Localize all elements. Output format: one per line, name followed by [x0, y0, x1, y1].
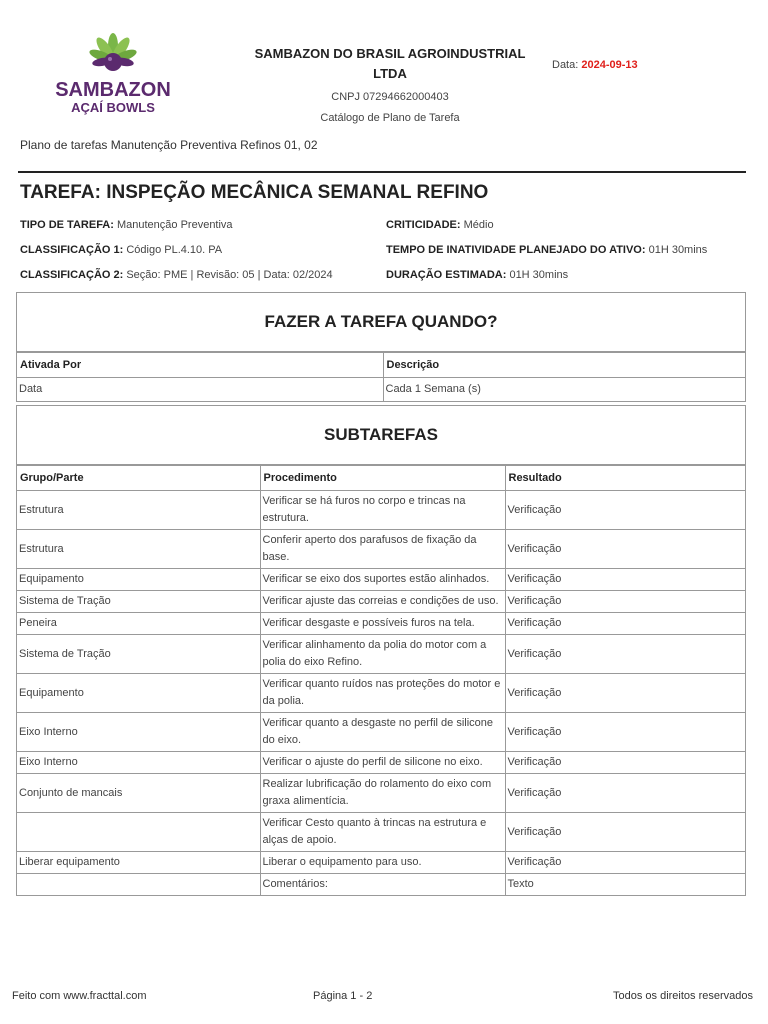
cell-procedure: Verificar desgaste e possíveis furos na tela. [260, 613, 505, 635]
cell-result: Verificação [505, 674, 745, 713]
cell-result: Verificação [505, 491, 745, 530]
company-cnpj: CNPJ 07294662000403 [331, 91, 449, 103]
planned-downtime: TEMPO DE INATIVIDADE PLANEJADO DO ATIVO: 01H 30mins [386, 244, 708, 256]
estimated-duration: DURAÇÃO ESTIMADA: 01H 30mins [386, 269, 569, 281]
table-row [17, 852, 745, 874]
cell-group: Eixo Interno [17, 752, 260, 774]
table-row [17, 613, 745, 635]
divider [18, 171, 746, 173]
cell-group: Estrutura [17, 530, 260, 569]
page-number: Página 1 - 2 [313, 990, 373, 1002]
cell-procedure: Verificar Cesto quanto à trincas na estrutura e alças de apoio. [260, 813, 505, 852]
classification-2: CLASSIFICAÇÃO 2: Seção: PME | Revisão: 05 | Data: 02/2024 [20, 269, 333, 281]
cell-result: Verificação [505, 713, 745, 752]
svg-text:AÇAÍ BOWLS: AÇAÍ BOWLS [71, 100, 155, 115]
cell-group [17, 813, 260, 852]
cell-result: Verificação [505, 774, 745, 813]
catalog-title: Catálogo de Plano de Tarefa [320, 112, 460, 124]
table-row [17, 635, 745, 674]
table-header-row [17, 353, 745, 378]
classification-1: CLASSIFICAÇÃO 1: Código PL.4.10. PA [20, 244, 223, 256]
cell-procedure: Verificar o ajuste do perfil de silicone no eixo. [260, 752, 505, 774]
cell-result: Verificação [505, 635, 745, 674]
sambazon-logo [40, 32, 190, 122]
activated-by-value: Data [17, 378, 383, 402]
cell-result: Verificação [505, 752, 745, 774]
col-result: Resultado [505, 466, 745, 491]
cell-procedure: Liberar o equipamento para uso. [260, 852, 505, 874]
cell-result: Texto [505, 874, 745, 896]
table-row [17, 378, 745, 402]
cell-group: Sistema de Tração [17, 591, 260, 613]
cell-result: Verificação [505, 569, 745, 591]
description-value: Cada 1 Semana (s) [383, 378, 745, 402]
cell-procedure: Realizar lubrificação do rolamento do eixo com graxa alimentícia. [260, 774, 505, 813]
col-procedure: Procedimento [260, 466, 505, 491]
cell-group: Liberar equipamento [17, 852, 260, 874]
subtasks-title: SUBTAREFAS [17, 406, 745, 465]
table-row [17, 774, 745, 813]
subtasks-table [17, 465, 745, 895]
svg-text:SAMBAZON: SAMBAZON [55, 79, 171, 101]
when-section [16, 292, 746, 402]
cell-group: Estrutura [17, 491, 260, 530]
cell-result: Verificação [505, 813, 745, 852]
table-row [17, 874, 745, 896]
cell-procedure: Verificar ajuste das correias e condições de uso. [260, 591, 505, 613]
cell-procedure: Verificar alinhamento da polia do motor com a polia do eixo Refino. [260, 635, 505, 674]
when-table [17, 352, 745, 401]
table-row [17, 713, 745, 752]
col-activated-by: Ativada Por [17, 353, 383, 378]
footer-credit: Feito com www.fracttal.com [12, 990, 147, 1002]
criticality: CRITICIDADE: Médio [386, 219, 494, 231]
cell-group: Peneira [17, 613, 260, 635]
cell-procedure: Verificar se há furos no corpo e trincas na estrutura. [260, 491, 505, 530]
cell-result: Verificação [505, 530, 745, 569]
footer-rights: Todos os direitos reservados [613, 990, 754, 1002]
cell-group: Sistema de Tração [17, 635, 260, 674]
cell-result: Verificação [505, 591, 745, 613]
cell-procedure: Conferir aperto dos parafusos de fixação da base. [260, 530, 505, 569]
company-name: SAMBAZON DO BRASIL AGROINDUSTRIAL LTDA [254, 46, 526, 81]
document-date: Data: 2024-09-13 [552, 59, 638, 71]
cell-group [17, 874, 260, 896]
table-row [17, 491, 745, 530]
cell-procedure: Comentários: [260, 874, 505, 896]
table-row [17, 752, 745, 774]
date-value: 2024-09-13 [581, 59, 638, 71]
cell-group: Equipamento [17, 674, 260, 713]
cell-group: Equipamento [17, 569, 260, 591]
col-group: Grupo/Parte [17, 466, 260, 491]
cell-procedure: Verificar quanto a desgaste no perfil de silicone do eixo. [260, 713, 505, 752]
table-row [17, 591, 745, 613]
table-row [17, 674, 745, 713]
subtasks-section [16, 405, 746, 896]
task-type: TIPO DE TAREFA: Manutenção Preventiva [20, 219, 233, 231]
table-header-row [17, 466, 745, 491]
plan-title: Plano de tarefas Manutenção Preventiva Refinos 01, 02 [20, 138, 318, 152]
when-title: FAZER A TAREFA QUANDO? [17, 293, 745, 352]
cell-result: Verificação [505, 613, 745, 635]
table-row [17, 813, 745, 852]
cell-group: Eixo Interno [17, 713, 260, 752]
cell-procedure: Verificar quanto ruídos nas proteções do motor e da polia. [260, 674, 505, 713]
cell-result: Verificação [505, 852, 745, 874]
col-description: Descrição [383, 353, 745, 378]
table-row [17, 569, 745, 591]
cell-group: Conjunto de mancais [17, 774, 260, 813]
table-row [17, 530, 745, 569]
cell-procedure: Verificar se eixo dos suportes estão alinhados. [260, 569, 505, 591]
task-title: TAREFA: INSPEÇÃO MECÂNICA SEMANAL REFINO [20, 182, 489, 203]
